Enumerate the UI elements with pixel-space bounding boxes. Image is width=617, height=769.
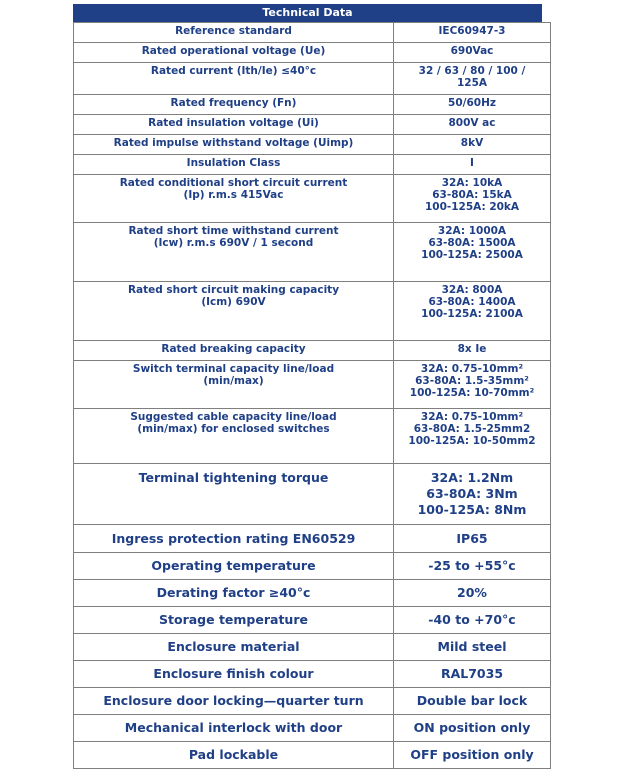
spec-label: Operating temperature — [74, 553, 394, 580]
spec-label: Rated impulse withstand voltage (Uimp) — [74, 135, 394, 155]
spec-value: 32A: 1000A 63-80A: 1500A 100-125A: 2500A — [394, 223, 551, 282]
spec-label: Storage temperature — [74, 607, 394, 634]
spec-value: I — [394, 155, 551, 175]
table-row — [74, 742, 551, 769]
table-row — [74, 580, 551, 607]
spec-value: IP65 — [394, 525, 551, 553]
spec-label: Enclosure finish colour — [74, 661, 394, 688]
table-row — [74, 175, 551, 223]
table-row — [74, 688, 551, 715]
table-row — [74, 464, 551, 525]
table-row — [74, 409, 551, 464]
table-title: Technical Data — [73, 4, 542, 22]
table-row — [74, 155, 551, 175]
spec-table — [73, 22, 551, 769]
table-row — [74, 115, 551, 135]
spec-value: -25 to +55°c — [394, 553, 551, 580]
spec-value: 32A: 10kA 63-80A: 15kA 100-125A: 20kA — [394, 175, 551, 223]
spec-label: Rated current (Ith/Ie) ≤40°c — [74, 63, 394, 95]
spec-value: IEC60947-3 — [394, 23, 551, 43]
spec-value: ON position only — [394, 715, 551, 742]
table-row — [74, 361, 551, 409]
spec-value: OFF position only — [394, 742, 551, 769]
table-row — [74, 715, 551, 742]
spec-label: Rated frequency (Fn) — [74, 95, 394, 115]
spec-value: 32A: 800A 63-80A: 1400A 100-125A: 2100A — [394, 282, 551, 341]
spec-value: -40 to +70°c — [394, 607, 551, 634]
spec-value: 50/60Hz — [394, 95, 551, 115]
spec-label: Suggested cable capacity line/load (min/max) for enclosed switches — [74, 409, 394, 464]
spec-label: Reference standard — [74, 23, 394, 43]
spec-label: Rated short circuit making capacity (Icm) 690V — [74, 282, 394, 341]
spec-label: Terminal tightening torque — [74, 464, 394, 525]
spec-label: Rated insulation voltage (Ui) — [74, 115, 394, 135]
spec-label: Enclosure door locking—quarter turn — [74, 688, 394, 715]
spec-label: Switch terminal capacity line/load (min/max) — [74, 361, 394, 409]
table-row — [74, 95, 551, 115]
spec-value: 32A: 0.75-10mm² 63-80A: 1.5-25mm2 100-125A: 10-50mm2 — [394, 409, 551, 464]
table-row — [74, 661, 551, 688]
spec-value: 32A: 0.75-10mm² 63-80A: 1.5-35mm² 100-125A: 10-70mm² — [394, 361, 551, 409]
spec-label: Enclosure material — [74, 634, 394, 661]
spec-value: 20% — [394, 580, 551, 607]
spec-value: 32A: 1.2Nm 63-80A: 3Nm 100-125A: 8Nm — [394, 464, 551, 525]
spec-label: Rated conditional short circuit current (Ip) r.m.s 415Vac — [74, 175, 394, 223]
spec-label: Mechanical interlock with door — [74, 715, 394, 742]
table-row — [74, 634, 551, 661]
spec-value: 8x Ie — [394, 341, 551, 361]
spec-label: Pad lockable — [74, 742, 394, 769]
table-row — [74, 282, 551, 341]
spec-value: 690Vac — [394, 43, 551, 63]
spec-value: 800V ac — [394, 115, 551, 135]
table-row — [74, 135, 551, 155]
table-row — [74, 553, 551, 580]
spec-value: RAL7035 — [394, 661, 551, 688]
spec-value: Double bar lock — [394, 688, 551, 715]
spec-value: Mild steel — [394, 634, 551, 661]
table-row — [74, 63, 551, 95]
spec-label: Rated short time withstand current (Icw) r.m.s 690V / 1 second — [74, 223, 394, 282]
table-row — [74, 525, 551, 553]
table-row — [74, 341, 551, 361]
spec-value: 8kV — [394, 135, 551, 155]
spec-label: Rated operational voltage (Ue) — [74, 43, 394, 63]
technical-data-table — [73, 4, 542, 769]
spec-label: Rated breaking capacity — [74, 341, 394, 361]
spec-value: 32 / 63 / 80 / 100 / 125A — [394, 63, 551, 95]
table-row — [74, 607, 551, 634]
table-row — [74, 43, 551, 63]
table-row — [74, 23, 551, 43]
spec-label: Ingress protection rating EN60529 — [74, 525, 394, 553]
spec-label: Insulation Class — [74, 155, 394, 175]
table-row — [74, 223, 551, 282]
spec-label: Derating factor ≥40°c — [74, 580, 394, 607]
